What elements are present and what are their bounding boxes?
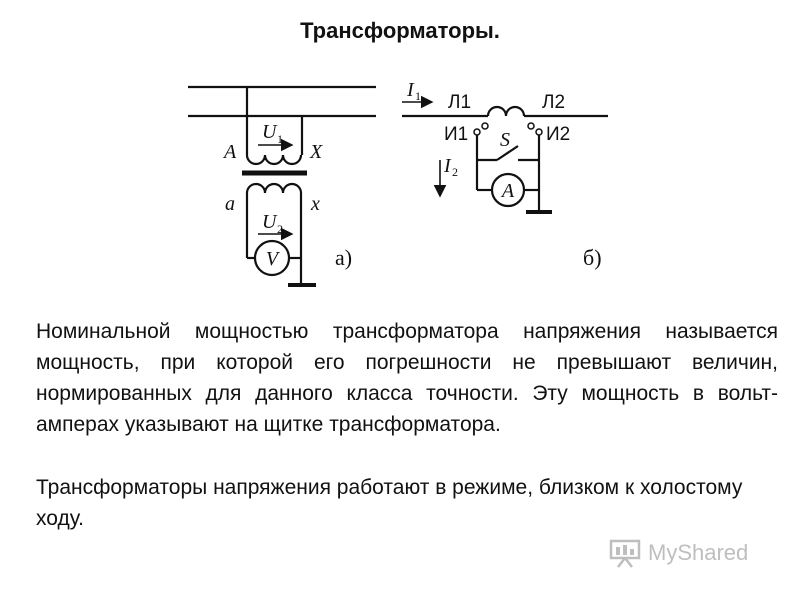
watermark — [608, 538, 748, 568]
voltmeter-label: V — [265, 248, 279, 270]
terminal-A-label: A — [224, 141, 237, 163]
paragraph-rated-power: Номинальной мощностью трансформатора напряжения называется мощность, при которой его погрешности не превышают величин, нормированных для данного класса точности. Эту мощность в вольт-амперах указывают на щитке трансформатора. — [36, 320, 778, 436]
ct-primary-winding — [488, 107, 524, 116]
terminal-a-label: a — [225, 193, 235, 215]
terminal-L1-label: Л1 — [448, 92, 472, 113]
terminal-L2-dot — [528, 123, 534, 129]
terminal-I2-label: И2 — [546, 124, 571, 145]
terminal-X-label: X — [310, 141, 323, 163]
terminal-L1-dot — [482, 123, 488, 129]
terminal-x-label: x — [311, 193, 320, 215]
terminal-L2-label: Л2 — [542, 92, 566, 113]
paragraph-operating-mode: Трансформаторы напряжения работают в режиме, близком к холостому ходу. — [36, 476, 743, 530]
u1-subscript: 1 — [277, 132, 283, 146]
u1-label: U — [262, 121, 277, 143]
terminal-I2-dot — [536, 129, 542, 135]
ammeter-label: A — [501, 180, 515, 202]
presentation-board-icon — [608, 538, 642, 568]
i1-label: I — [407, 79, 414, 101]
u2-subscript: 2 — [277, 222, 283, 236]
secondary-winding — [247, 184, 301, 193]
primary-winding — [247, 155, 301, 164]
transformer-diagrams — [0, 60, 800, 300]
u2-label: U — [262, 211, 277, 233]
i2-subscript: 2 — [452, 165, 458, 179]
i1-subscript: 1 — [415, 89, 421, 103]
caption-a: а) — [335, 245, 353, 270]
watermark-text: MyShared — [648, 540, 749, 565]
terminal-I1-label: И1 — [444, 124, 469, 145]
switch-label: S — [500, 129, 510, 151]
caption-b: б) — [583, 245, 602, 270]
i2-label: I — [444, 155, 451, 177]
terminal-I1-dot — [474, 129, 480, 135]
page-title: Трансформаторы. — [300, 18, 500, 43]
